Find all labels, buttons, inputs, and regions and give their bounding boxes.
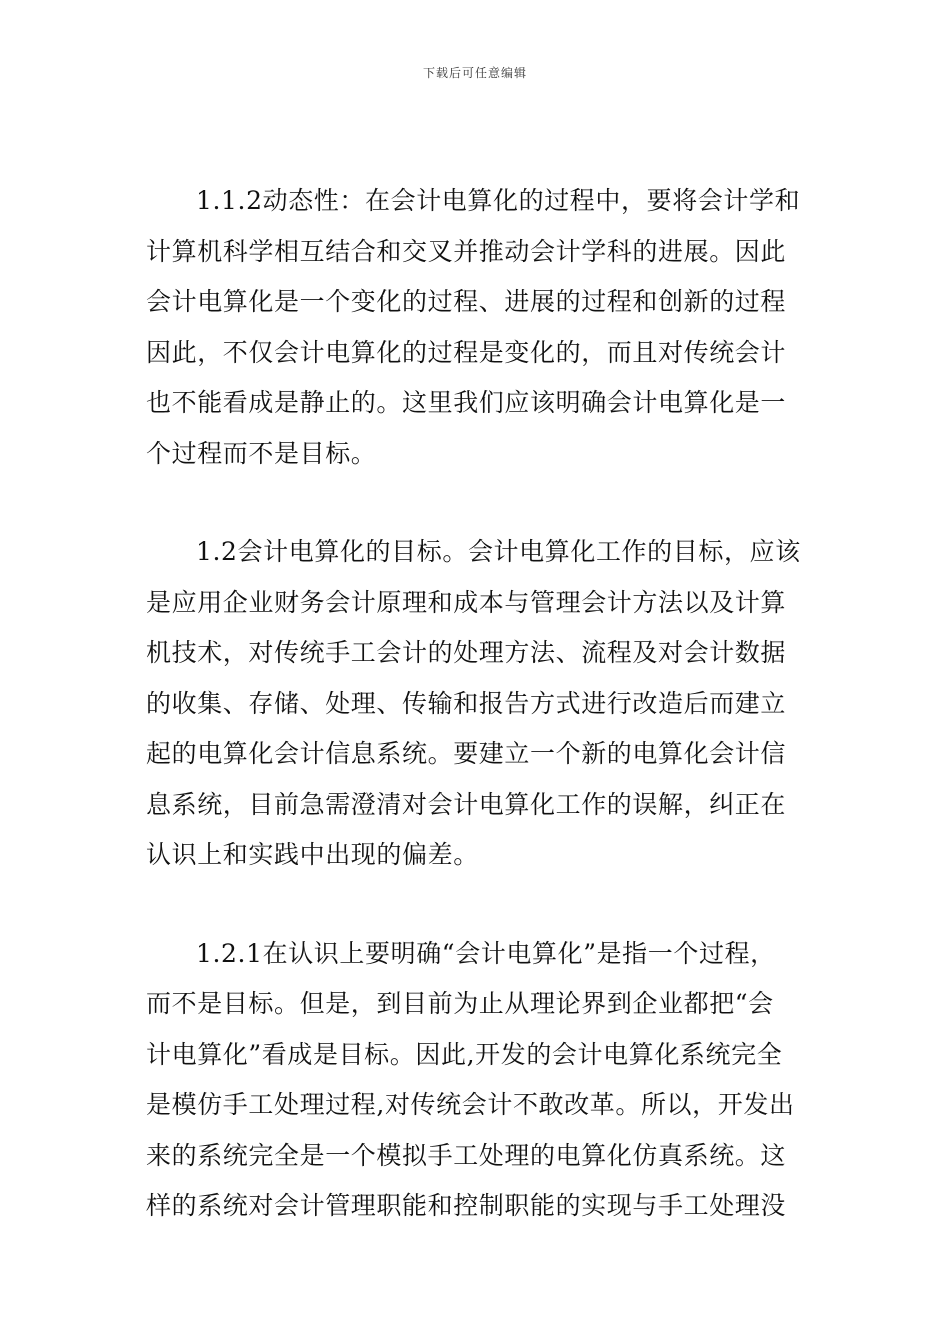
paragraph-line: 个过程而不是目标。 — [146, 438, 377, 468]
paragraph-goal — [146, 527, 806, 881]
paragraph-dynamic — [146, 176, 806, 479]
paragraph-line: 是应用企业财务会计原理和成本与管理会计方法以及计算 — [146, 587, 787, 617]
paragraph-line: 会计电算化是一个变化的过程、进展的过程和创新的过程 — [146, 287, 787, 316]
paragraph-line: 1.1.2动态性：在会计电算化的过程中，要将会计学和 — [196, 186, 801, 215]
paragraph-line: 来的系统完全是一个模拟手工处理的电算化仿真系统。这 — [146, 1140, 787, 1170]
paragraph-line: 1.2.1在认识上要明确“会计电算化”是指一个过程， — [196, 938, 776, 968]
paragraph-line: 的收集、存储、处理、传输和报告方式进行改造后而建立 — [146, 688, 787, 718]
paragraph-process — [146, 929, 806, 1232]
document-body — [146, 176, 806, 1280]
paragraph-line: 计算机科学相互结合和交叉并推动会计学科的进展。因此 — [146, 236, 787, 266]
paragraph-line: 计电算化”看成是目标。因此,开发的会计电算化系统完全 — [146, 1039, 783, 1069]
paragraph-line: 也不能看成是静止的。这里我们应该明确会计电算化是一 — [146, 388, 787, 417]
paragraph-line: 认识上和实践中出现的偏差。 — [146, 840, 479, 869]
paragraph-line: 样的系统对会计管理职能和控制职能的实现与手工处理没 — [146, 1191, 787, 1220]
paragraph-line: 因此，不仅会计电算化的过程是变化的，而且对传统会计 — [146, 337, 787, 367]
paragraph-line: 起的电算化会计信息系统。要建立一个新的电算化会计信 — [146, 739, 787, 768]
paragraph-line: 而不是目标。但是，到目前为止从理论界到企业都把“会 — [146, 989, 774, 1018]
paragraph-line: 1.2会计电算化的目标。会计电算化工作的目标，应该 — [196, 537, 801, 566]
paragraph-line: 是模仿手工处理过程,对传统会计不敢改革。所以，开发出 — [146, 1090, 795, 1119]
paragraph-line: 机技术，对传统手工会计的处理方法、流程及对会计数据 — [146, 638, 787, 667]
paragraph-line: 息系统，目前急需澄清对会计电算化工作的误解，纠正在 — [146, 789, 787, 819]
page-header: 下载后可任意编辑 — [422, 66, 527, 80]
